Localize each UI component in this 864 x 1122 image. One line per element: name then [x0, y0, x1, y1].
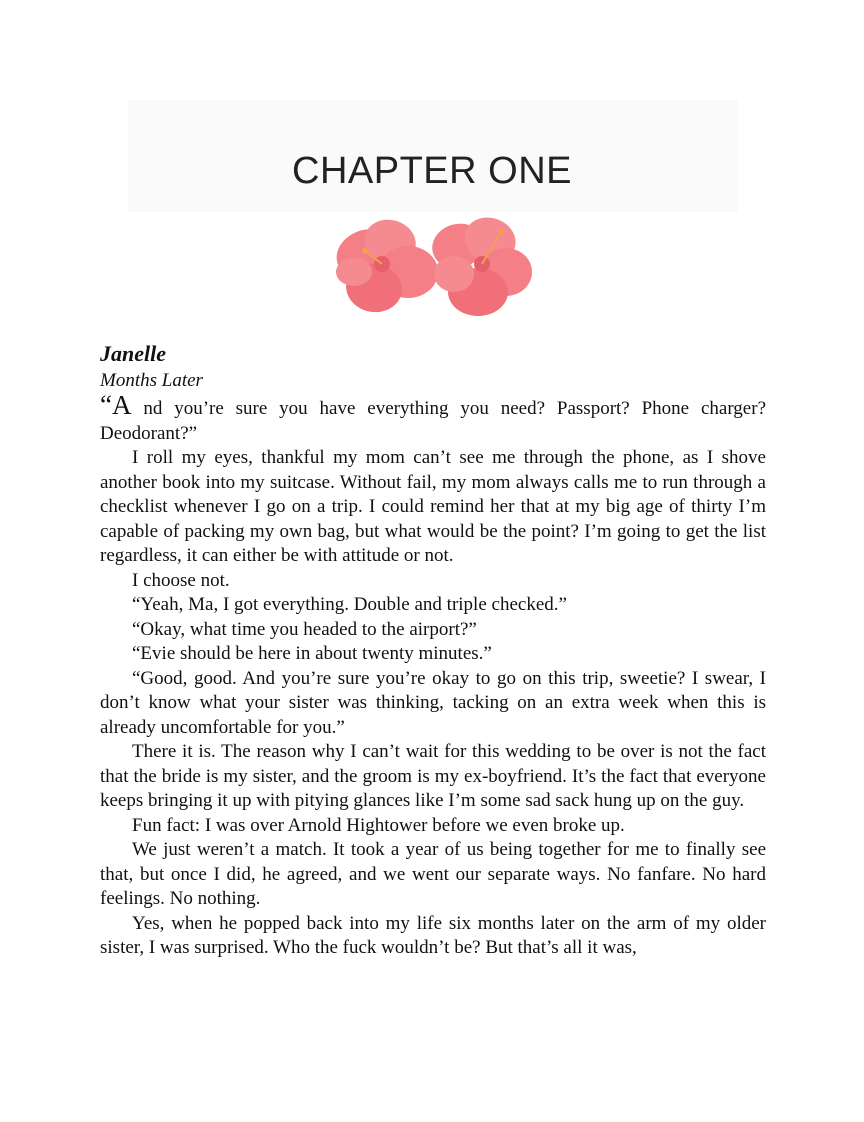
- body-paragraph: “Yeah, Ma, I got everything. Double and triple checked.”: [132, 594, 567, 615]
- body-paragraph: We just weren’t a match. It took a year of us being together for me to finally see that, but once I did, he agreed, and we went our separate ways. No fanfare. No hard feelings. No nothing.: [100, 839, 766, 909]
- chapter-title: CHAPTER ONE: [292, 150, 572, 192]
- time-subheading: Months Later: [100, 370, 203, 391]
- body-paragraph: “Evie should be here in about twenty minutes.”: [132, 643, 492, 664]
- body-paragraph: “Good, good. And you’re sure you’re okay to go on this trip, sweetie? I swear, I don’t know what your sister was thinking, tacking on an extra week when this is already uncomfortable for you.”: [100, 667, 766, 738]
- body-paragraph: Yes, when he popped back into my life six months later on the arm of my older sister, I was surprised. Who the fuck wouldn’t be? But that’s all it was,: [100, 912, 766, 958]
- chapter-text: [100, 340, 766, 961]
- pov-heading: Janelle: [100, 341, 166, 366]
- hibiscus-left-icon: [330, 214, 438, 316]
- body-paragraph: I roll my eyes, thankful my mom can’t see me through the phone, as I shove another book into my suitcase. Without fail, my mom always calls me to run through a checklist whenever I go on a trip. I could remind her that at my big age of thirty I’m capable of packing my own bag, but what would be the point? I’m going to get the list regardless, it can either be with attitude or not.: [100, 447, 766, 566]
- drop-cap: “A: [100, 390, 132, 420]
- body-paragraph: “Okay, what time you headed to the airport?”: [132, 618, 477, 640]
- body-paragraph: There it is. The reason why I can’t wait for this wedding to be over is not the fact that the bride is my sister, and the groom is my ex-boyfriend. It’s the fact that everyone keeps bringing it up with pitying glances like I’m some sad sack hung up on the guy.: [100, 741, 766, 811]
- hibiscus-right-icon: [427, 212, 532, 316]
- body-paragraph: I choose not.: [132, 569, 230, 591]
- opening-text: nd you’re sure you have everything you need? Passport? Phone charger? Deodorant?”: [100, 398, 766, 444]
- body-paragraph: Fun fact: I was over Arnold Hightower before we even broke up.: [132, 814, 625, 836]
- opening-paragraph: [100, 390, 766, 446]
- hibiscus-flowers-icon: [330, 212, 540, 324]
